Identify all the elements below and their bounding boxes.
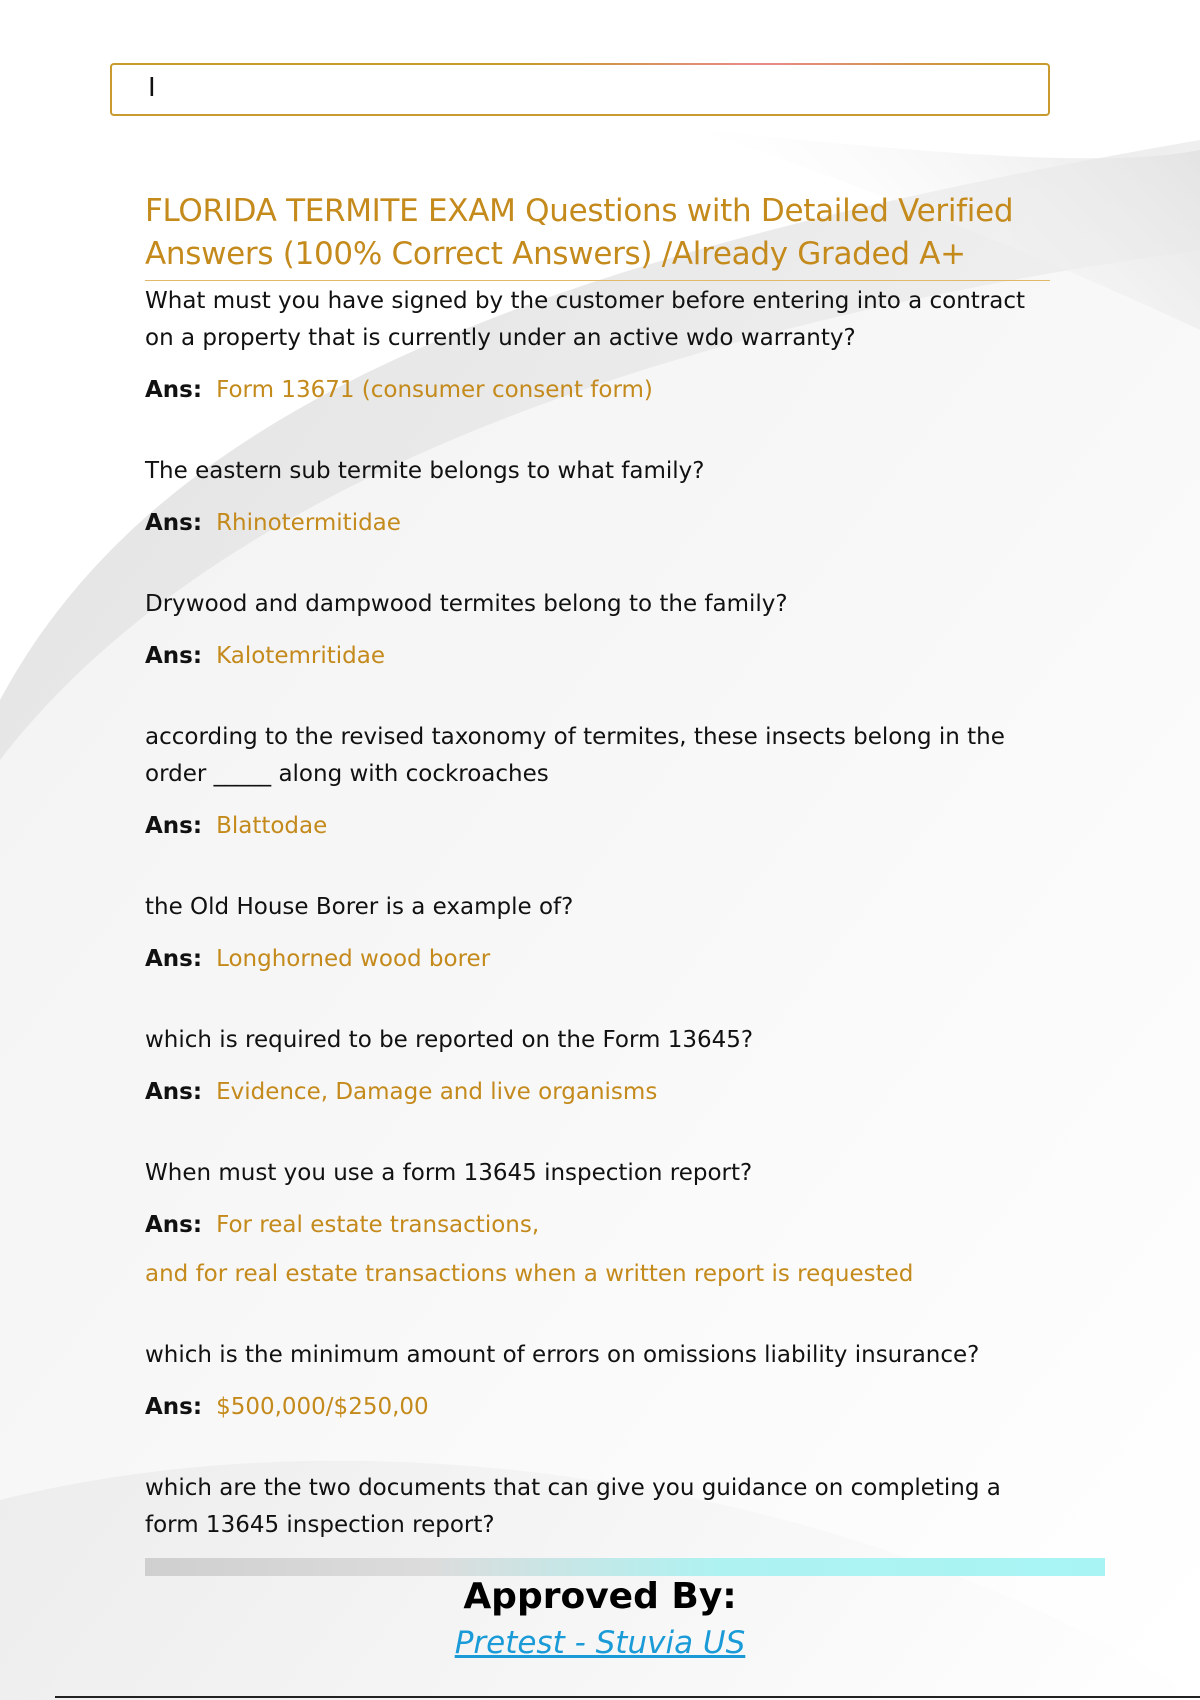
answer-row <box>145 1074 1050 1111</box>
answer-row <box>145 1389 1050 1426</box>
header-box <box>110 63 1050 116</box>
answer-row <box>145 638 1050 675</box>
question-text: The eastern sub termite belongs to what family? <box>145 458 705 484</box>
qa-item <box>145 1337 1050 1426</box>
answer-row <box>145 505 1050 542</box>
qa-item <box>145 889 1050 978</box>
header-box-text: I <box>148 73 156 103</box>
footer-divider-bar <box>145 1558 1105 1576</box>
answer-label: Ans: <box>145 1079 203 1105</box>
answer-text: Blattodae <box>216 813 328 839</box>
qa-item <box>145 453 1050 542</box>
qa-item <box>145 283 1050 409</box>
answer-row <box>145 1207 1050 1244</box>
answer-text: Rhinotermitidae <box>216 510 401 536</box>
answer-label: Ans: <box>145 813 203 839</box>
question-text: which is required to be reported on the Form 13645? <box>145 1027 754 1053</box>
answer-continuation: and for real estate transactions when a written report is requested <box>145 1261 914 1287</box>
page-title: FLORIDA TERMITE EXAM Questions with Detailed Verified Answers (100% Correct Answers) /Already Graded A+ <box>145 190 1050 281</box>
answer-row <box>145 372 1050 409</box>
qa-item <box>145 1022 1050 1111</box>
question-text: which are the two documents that can give you guidance on completing a form 13645 inspection report? <box>145 1475 1001 1538</box>
answer-label: Ans: <box>145 1394 203 1420</box>
answer-label: Ans: <box>145 377 203 403</box>
qa-item <box>145 719 1050 845</box>
answer-text: Kalotemritidae <box>216 643 385 669</box>
answer-row <box>145 941 1050 978</box>
question-text: which is the minimum amount of errors on omissions liability insurance? <box>145 1342 980 1368</box>
answer-label: Ans: <box>145 643 203 669</box>
approved-by-label: Approved By: <box>463 1576 737 1617</box>
qa-item <box>145 1470 1050 1544</box>
answer-label: Ans: <box>145 1212 203 1238</box>
question-text: Drywood and dampwood termites belong to the family? <box>145 591 788 617</box>
answer-text: For real estate transactions, <box>216 1212 540 1238</box>
document-body <box>145 190 1050 1544</box>
answer-text: Form 13671 (consumer consent form) <box>216 377 653 403</box>
answer-text: $500,000/$250,00 <box>216 1394 429 1420</box>
question-text: When must you use a form 13645 inspection report? <box>145 1160 753 1186</box>
answer-row <box>145 808 1050 845</box>
answer-label: Ans: <box>145 946 203 972</box>
qa-item <box>145 586 1050 675</box>
qa-item <box>145 1155 1050 1293</box>
answer-label: Ans: <box>145 510 203 536</box>
answer-text: Longhorned wood borer <box>216 946 491 972</box>
question-text: What must you have signed by the customer before entering into a contract on a property that is currently under an active wdo warranty? <box>145 288 1026 351</box>
approved-by-link[interactable]: Pretest - Stuvia US <box>454 1625 746 1661</box>
question-text: the Old House Borer is a example of? <box>145 894 574 920</box>
answer-text: Evidence, Damage and live organisms <box>216 1079 658 1105</box>
question-text: according to the revised taxonomy of termites, these insects belong in the order _____ along with cockroaches <box>145 724 1005 787</box>
bottom-rule <box>55 1696 1200 1698</box>
